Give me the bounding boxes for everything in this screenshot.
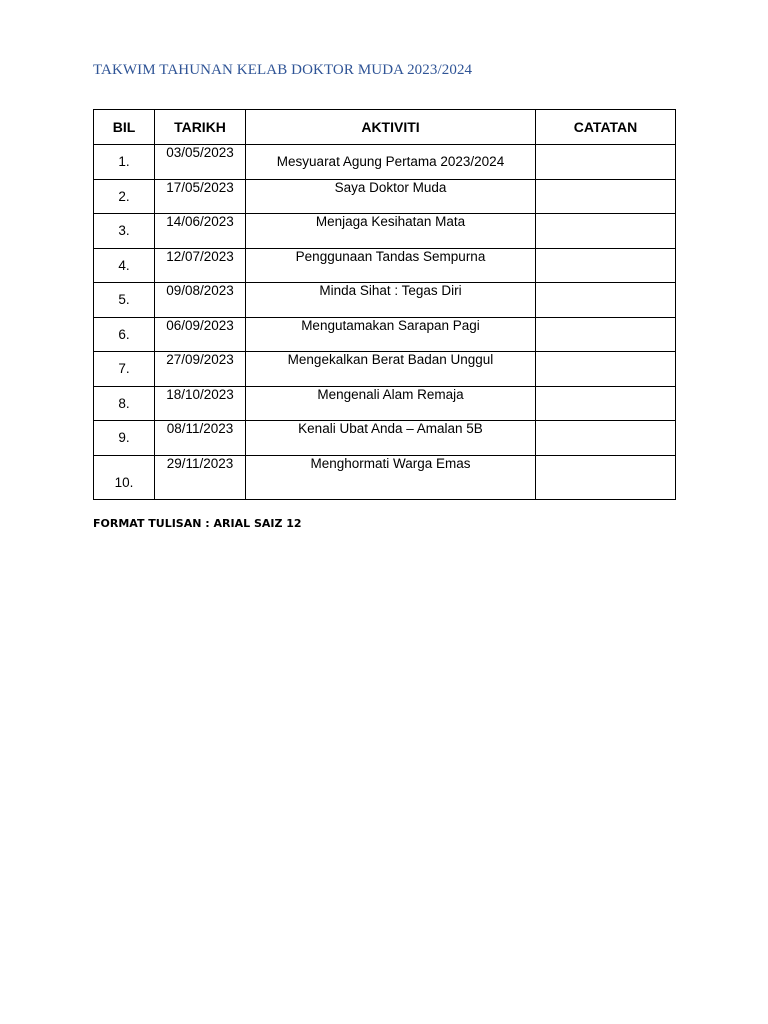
- cell-aktiviti: Kenali Ubat Anda – Amalan 5B: [246, 421, 536, 456]
- cell-bil: 3.: [94, 214, 155, 249]
- cell-catatan: [536, 317, 676, 352]
- header-catatan: CATATAN: [536, 110, 676, 145]
- cell-aktiviti: Mengenali Alam Remaja: [246, 386, 536, 421]
- table-row: [94, 145, 676, 180]
- cell-bil: 5.: [94, 283, 155, 318]
- table-row: [94, 455, 676, 500]
- cell-tarikh-text: 12/07/2023: [166, 248, 234, 264]
- cell-catatan: [536, 421, 676, 456]
- table-row: [94, 179, 676, 214]
- table-row: [94, 352, 676, 387]
- cell-tarikh-text: 14/06/2023: [166, 214, 234, 229]
- cell-tarikh: [155, 248, 246, 283]
- table-row: [94, 283, 676, 318]
- cell-tarikh: [155, 352, 246, 387]
- footer-format-note: FORMAT TULISAN : ARIAL SAIZ 12: [93, 517, 302, 530]
- cell-bil: 1.: [94, 145, 155, 180]
- cell-catatan: [536, 214, 676, 249]
- cell-tarikh: [155, 283, 246, 318]
- cell-catatan: [536, 283, 676, 318]
- cell-catatan: [536, 352, 676, 387]
- cell-catatan: [536, 455, 676, 500]
- cell-bil: 4.: [94, 248, 155, 283]
- cell-tarikh-text: 27/09/2023: [166, 352, 234, 367]
- table-header-row: [94, 110, 676, 145]
- table-row: [94, 386, 676, 421]
- cell-tarikh: [155, 421, 246, 456]
- cell-bil: 6.: [94, 317, 155, 352]
- cell-catatan: [536, 248, 676, 283]
- activity-calendar-table: [93, 109, 676, 500]
- cell-aktiviti: Mengutamakan Sarapan Pagi: [246, 317, 536, 352]
- cell-tarikh-text: 03/05/2023: [166, 145, 234, 160]
- cell-tarikh-text: 29/11/2023: [166, 455, 234, 471]
- cell-tarikh: [155, 386, 246, 421]
- cell-aktiviti: Menjaga Kesihatan Mata: [246, 214, 536, 249]
- cell-catatan: [536, 179, 676, 214]
- cell-aktiviti: Penggunaan Tandas Sempurna: [246, 248, 536, 283]
- cell-aktiviti: Minda Sihat : Tegas Diri: [246, 283, 536, 318]
- cell-tarikh-text: 06/09/2023: [166, 317, 234, 333]
- header-tarikh: TARIKH: [155, 110, 246, 145]
- cell-aktiviti: Menghormati Warga Emas: [246, 455, 536, 500]
- cell-bil: 8.: [94, 386, 155, 421]
- cell-tarikh: [155, 317, 246, 352]
- cell-aktiviti: Saya Doktor Muda: [246, 179, 536, 214]
- cell-tarikh-text: 18/10/2023: [166, 386, 234, 402]
- cell-tarikh: [155, 145, 246, 180]
- cell-bil: 9.: [94, 421, 155, 456]
- table-row: [94, 317, 676, 352]
- cell-bil: 2.: [94, 179, 155, 214]
- cell-aktiviti: Mengekalkan Berat Badan Unggul: [246, 352, 536, 387]
- table-row: [94, 421, 676, 456]
- cell-tarikh-text: 17/05/2023: [166, 179, 234, 195]
- table-row: [94, 214, 676, 249]
- cell-tarikh-text: 09/08/2023: [166, 283, 234, 298]
- header-aktiviti: AKTIVITI: [246, 110, 536, 145]
- cell-catatan: [536, 145, 676, 180]
- cell-catatan: [536, 386, 676, 421]
- table-row: [94, 248, 676, 283]
- cell-tarikh: [155, 455, 246, 500]
- cell-tarikh: [155, 214, 246, 249]
- header-bil: BIL: [94, 110, 155, 145]
- cell-bil: 7.: [94, 352, 155, 387]
- cell-aktiviti: Mesyuarat Agung Pertama 2023/2024: [246, 145, 536, 180]
- document-title: TAKWIM TAHUNAN KELAB DOKTOR MUDA 2023/2024: [93, 62, 473, 78]
- cell-bil: 10.: [94, 455, 155, 500]
- cell-tarikh: [155, 179, 246, 214]
- cell-tarikh-text: 08/11/2023: [166, 421, 234, 436]
